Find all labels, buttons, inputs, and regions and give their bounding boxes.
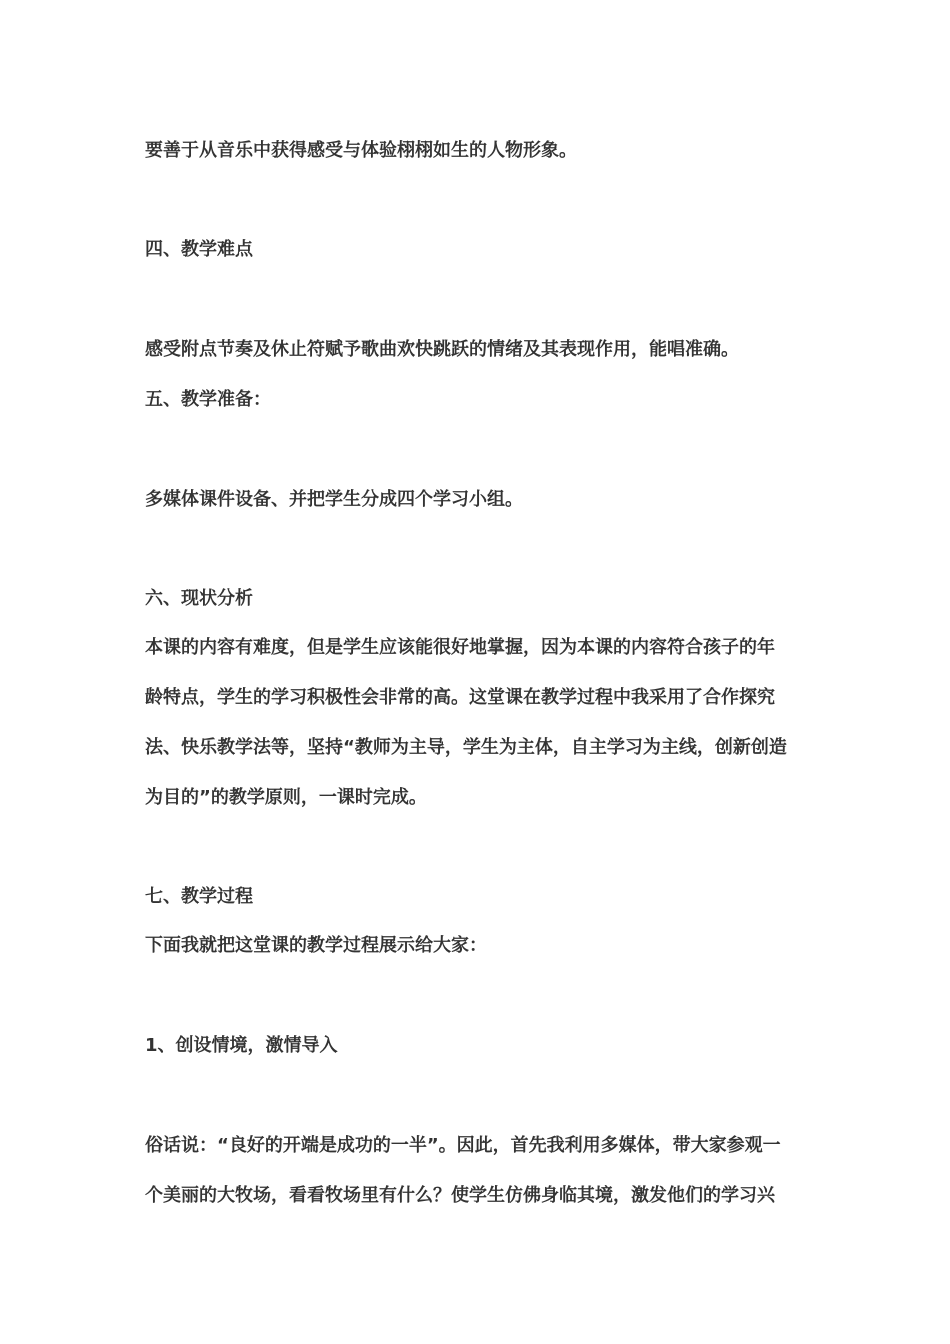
- subsection-heading: 1、创设情境，激情导入: [145, 1035, 338, 1056]
- paragraph-text: 下面我就把这堂课的教学过程展示给大家：: [145, 935, 487, 956]
- paragraph-text: 俗话说：“良好的开端是成功的一半”。因此，首先我利用多媒体，带大家参观一: [145, 1135, 781, 1156]
- paragraph-text: 多媒体课件设备、并把学生分成四个学习小组。: [145, 489, 523, 510]
- section-heading-teaching-process: 七、教学过程: [145, 886, 253, 907]
- paragraph-text: 个美丽的大牧场，看看牧场里有什么？使学生仿佛身临其境，激发他们的学习兴: [145, 1185, 775, 1206]
- paragraph-text: 要善于从音乐中获得感受与体验栩栩如生的人物形象。: [145, 140, 577, 161]
- section-heading-teaching-preparation: 五、教学准备：: [145, 389, 271, 410]
- paragraph-text: 为目的”的教学原则，一课时完成。: [145, 787, 427, 808]
- paragraph-text: 本课的内容有难度，但是学生应该能很好地掌握，因为本课的内容符合孩子的年: [145, 637, 775, 658]
- section-heading-status-analysis: 六、现状分析: [145, 588, 253, 609]
- section-heading-teaching-difficulties: 四、教学难点: [145, 239, 253, 260]
- paragraph-text: 龄特点，学生的学习积极性会非常的高。这堂课在教学过程中我采用了合作探究: [145, 687, 775, 708]
- paragraph-text: 法、快乐教学法等，坚持“教师为主导，学生为主体，自主学习为主线，创新创造: [145, 737, 787, 758]
- paragraph-text: 感受附点节奏及休止符赋予歌曲欢快跳跃的情绪及其表现作用，能唱准确。: [145, 339, 739, 360]
